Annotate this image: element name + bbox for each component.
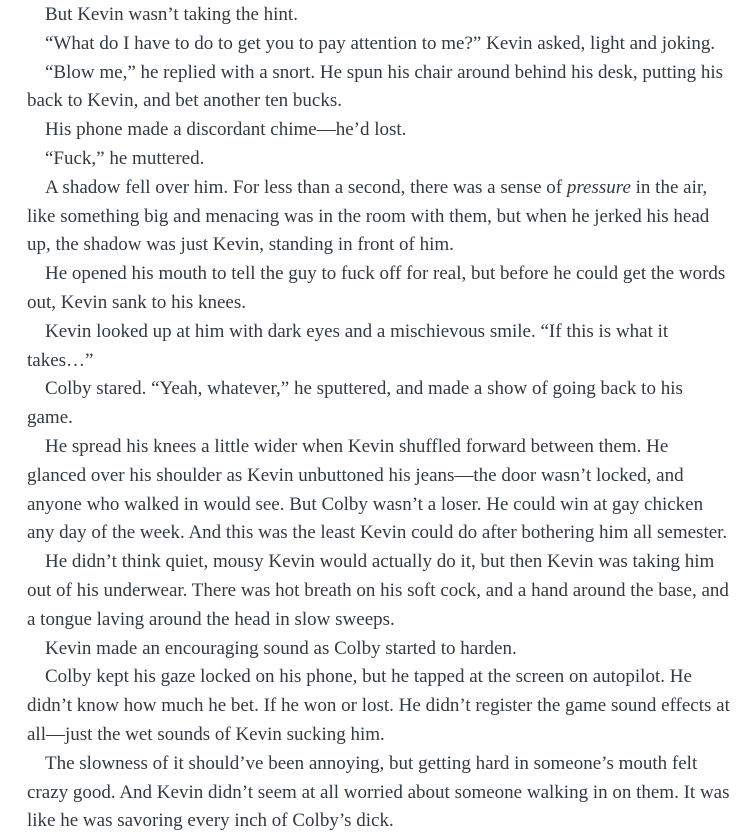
paragraph: “What do I have to do to get you to pay attention to me?” Kevin asked, light and joking. — [45, 32, 716, 54]
paragraph: He opened his mouth to tell the guy to fuck off for real, but before he could get the words out, Kevin sank to his knees. — [27, 263, 726, 313]
paragraph: Colby kept his gaze locked on his phone, but he tapped at the screen on autopilot. He didn’t know how much he bet. If he won or lost. He didn’t register the game sound effects at all—just the wet sounds of Kevin sucking him. — [27, 666, 730, 745]
paragraph: Kevin looked up at him with dark eyes and a mischievous smile. “If this is what it takes…” — [27, 320, 669, 371]
paragraph: The slowness of it should’ve been annoying, but getting hard in someone’s mouth felt crazy good. And Kevin didn’t seem at all worried about someone walking in on them. It was like he was savoring every inch of Colby’s dick. — [27, 752, 730, 832]
paragraph: “Fuck,” he muttered. — [45, 147, 205, 169]
paragraph: His phone made a discordant chime—he’d lost. — [45, 119, 407, 141]
emphasis-text: pressure — [566, 176, 631, 198]
paragraph: But Kevin wasn’t taking the hint. — [45, 4, 298, 25]
paragraph: Colby stared. “Yeah, whatever,” he sputtered, and made a show of going back to his game. — [27, 378, 683, 429]
paragraph: “Blow me,” he replied with a snort. He spun his chair around behind his desk, putting his back to Kevin, and bet another ten bucks. — [27, 61, 724, 112]
paragraph: A shadow fell over him. For less than a second, there was a sense of pressure in the air, like something big and menacing was in the room with them, but when he jerked his head up, the shadow was just Kevin, standing in front of him. — [27, 176, 710, 256]
paragraph: He didn’t think quiet, mousy Kevin would actually do it, but then Kevin was taking him out of his underwear. There was hot breath on his soft cock, and a hand around the base, and a tongue laving around the head in slow sweeps. — [27, 551, 729, 630]
paragraph: Kevin made an encouraging sound as Colby started to harden. — [45, 637, 517, 659]
paragraph: He spread his knees a little wider when Kevin shuffled forward between them. He glanced over his shoulder as Kevin unbuttoned his jeans—the door wasn’t locked, and anyone who walked in would see. But Colby wasn’t a loser. He could win at gay chicken any day of the week. And this was the least Kevin could do after bothering him all semester. — [27, 435, 728, 544]
